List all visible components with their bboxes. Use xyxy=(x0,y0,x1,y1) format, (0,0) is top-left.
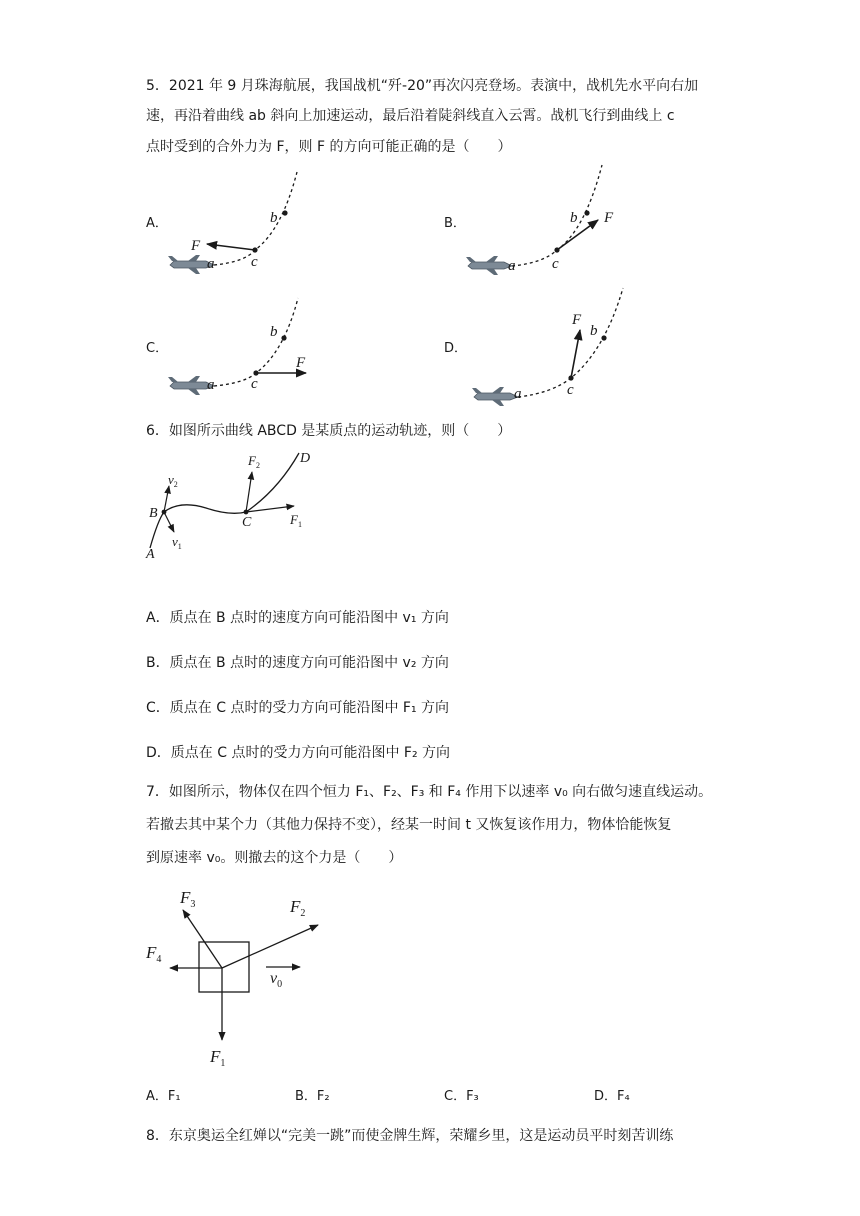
label-f: F xyxy=(572,312,582,328)
label-a: a xyxy=(514,386,522,402)
label-f2: $F_2$ xyxy=(248,453,260,470)
label-c: c xyxy=(552,256,559,272)
q7-stem-line-2: 若撤去其中某个力（其他力保持不变），经某一时间 t 又恢复该作用力，物体恰能恢复 xyxy=(146,817,672,833)
q7-option-b[interactable]: B．F₂ xyxy=(295,1089,330,1104)
q5-option-d-label[interactable]: D． xyxy=(444,341,468,356)
force-f3-arrow xyxy=(183,910,222,968)
q5-stem-line-1: 5．2021 年 9 月珠海航展，我国战机“歼-20”再次闪亮登场。表演中，战机先水平向右加 xyxy=(146,78,699,94)
label-b: b xyxy=(270,210,278,226)
label-f4: $F_4$ xyxy=(146,943,162,965)
label-c: c xyxy=(567,382,574,398)
label-c: c xyxy=(251,254,258,270)
q6-option-b[interactable]: B．质点在 B 点时的速度方向可能沿图中 v₂ 方向 xyxy=(146,655,449,671)
label-f: F xyxy=(604,210,614,226)
q7-option-c[interactable]: C．F₃ xyxy=(444,1089,479,1104)
label-c: C xyxy=(242,515,252,530)
label-b: b xyxy=(270,324,278,340)
q5-option-a-label[interactable]: A． xyxy=(146,216,168,231)
q5-option-c-label[interactable]: C． xyxy=(146,341,169,356)
q6-option-c[interactable]: C．质点在 C 点时的受力方向可能沿图中 F₁ 方向 xyxy=(146,700,450,716)
label-f: F xyxy=(191,238,201,254)
label-b: b xyxy=(570,210,578,226)
q5-stem-line-2: 速，再沿着曲线 ab 斜向上加速运动，最后沿着陡斜线直入云霄。战机飞行到曲线上 c xyxy=(146,108,675,124)
label-f2: $F_2$ xyxy=(290,897,306,919)
label-b: b xyxy=(590,323,598,339)
label-v1: $v_1$ xyxy=(172,534,182,551)
label-a: a xyxy=(207,256,215,272)
q5-stem-line-3: 点时受到的合外力为 F，则 F 的方向可能正确的是（ ） xyxy=(146,139,512,155)
q6-option-d[interactable]: D．质点在 C 点时的受力方向可能沿图中 F₂ 方向 xyxy=(146,745,451,761)
label-c: c xyxy=(251,376,258,392)
q7-option-d[interactable]: D．F₄ xyxy=(594,1089,630,1104)
q6-stem: 6．如图所示曲线 ABCD 是某质点的运动轨迹，则（ ） xyxy=(146,423,512,439)
q7-option-a[interactable]: A．F₁ xyxy=(146,1089,181,1104)
q7-stem-line-1: 7．如图所示，物体仅在四个恒力 F₁、F₂、F₃ 和 F₄ 作用下以速率 v₀ 向右做匀速直线运动。 xyxy=(146,784,713,800)
q6-option-a[interactable]: A．质点在 B 点时的速度方向可能沿图中 v₁ 方向 xyxy=(146,610,449,626)
label-b: B xyxy=(149,506,158,521)
label-f: F xyxy=(296,355,306,371)
q5-option-b-label[interactable]: B． xyxy=(444,216,466,231)
label-f1: $F_1$ xyxy=(290,512,302,529)
label-f1: $F_1$ xyxy=(210,1047,226,1069)
label-a: A xyxy=(146,547,155,562)
label-v2: $v_2$ xyxy=(168,472,178,489)
label-v0: $v_0$ xyxy=(270,970,283,990)
q8-stem: 8．东京奥运全红婵以“完美一跳”而使金牌生辉，荣耀乡里，这是运动员平时刻苦训练 xyxy=(146,1128,674,1144)
label-d: D xyxy=(300,451,311,466)
label-a: a xyxy=(508,258,516,274)
force-f2-arrow xyxy=(222,925,318,968)
label-f3: $F_3$ xyxy=(180,888,196,910)
label-a: a xyxy=(207,377,215,393)
q7-stem-line-3: 到原速率 v₀。则撤去的这个力是（ ） xyxy=(146,850,403,866)
